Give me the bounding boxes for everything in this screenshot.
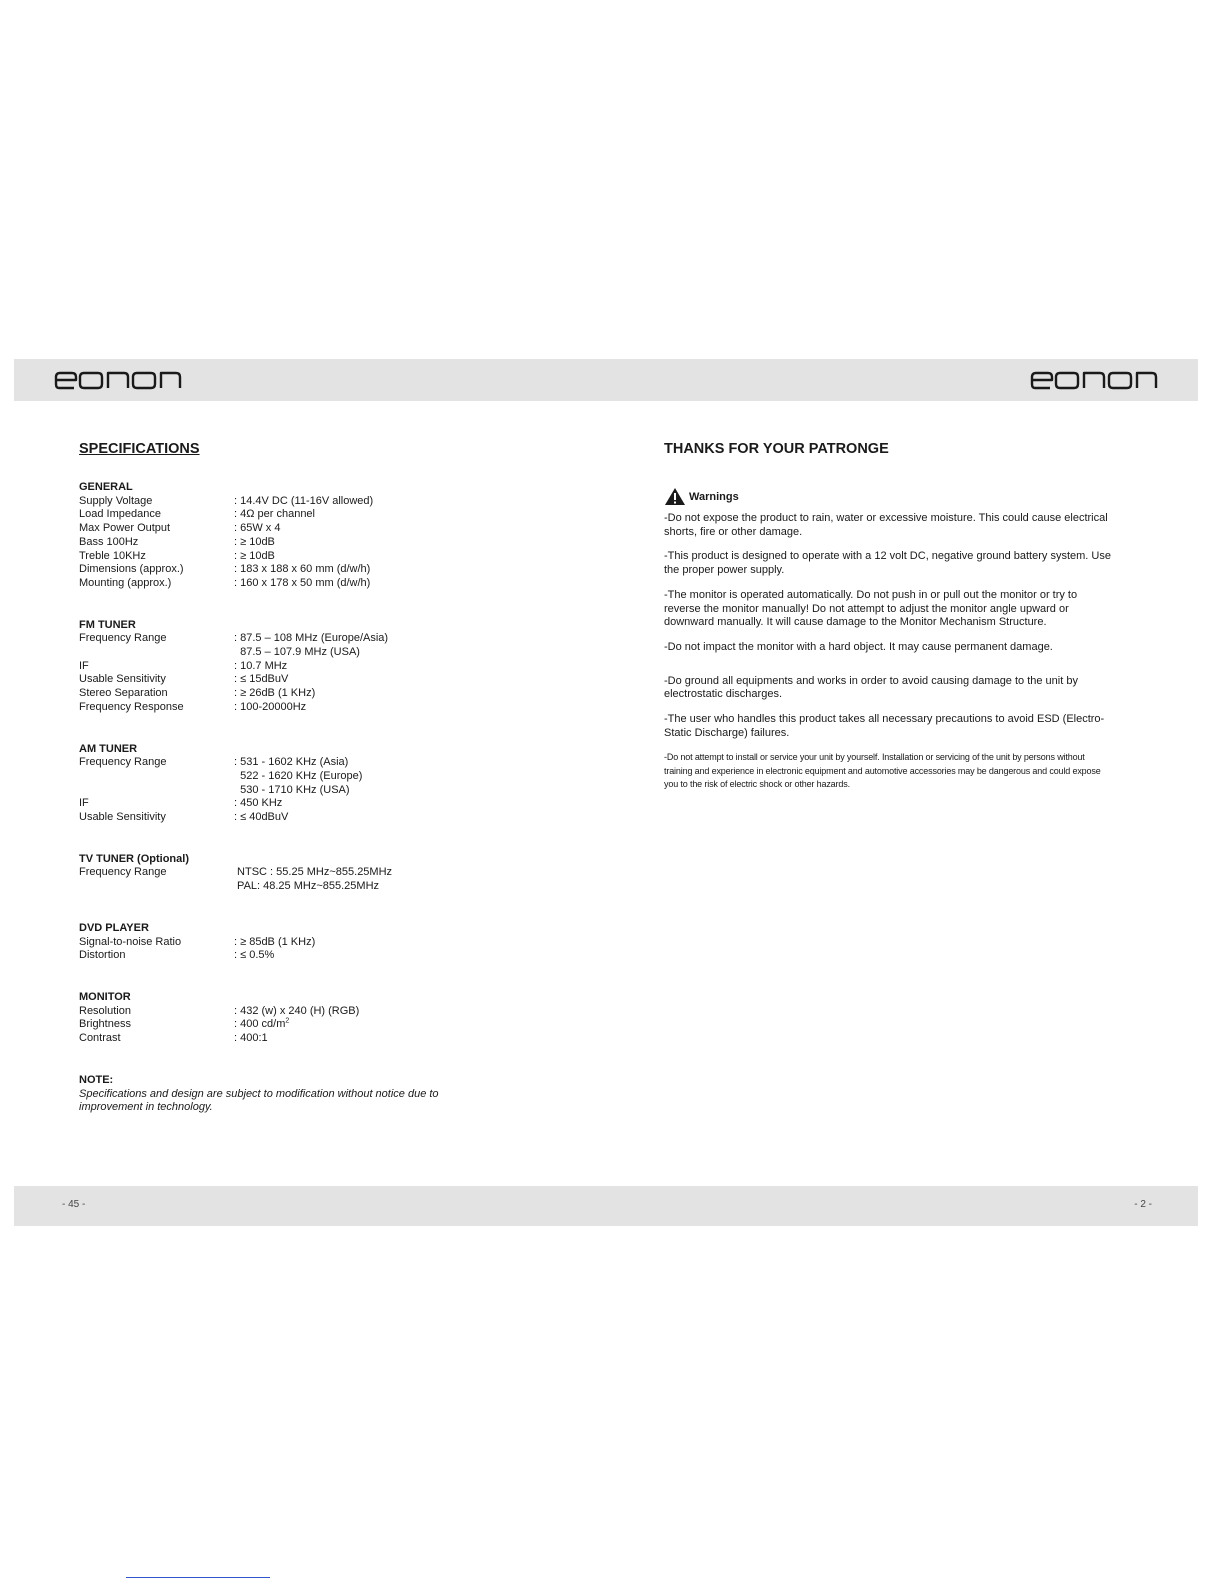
spec-label: IF bbox=[79, 659, 89, 672]
spec-row bbox=[79, 811, 549, 825]
spec-value-line: NTSC : 55.25 MHz~855.25MHz bbox=[234, 866, 393, 879]
spec-value: : ≤ 40dBuV bbox=[234, 811, 289, 824]
spec-label: Frequency Range bbox=[79, 756, 167, 769]
header-band bbox=[14, 359, 1198, 401]
spec-value: : 450 KHz bbox=[234, 797, 283, 810]
spec-row bbox=[79, 550, 549, 564]
spec-label: Usable Sensitivity bbox=[79, 673, 166, 686]
dvd-player-heading: DVD PLAYER bbox=[79, 921, 149, 934]
spec-label: Signal-to-noise Ratio bbox=[79, 935, 182, 948]
spec-row bbox=[79, 563, 549, 577]
spec-value: : 183 x 188 x 60 mm (d/w/h) bbox=[234, 563, 371, 576]
warnings-page bbox=[664, 439, 1114, 801]
spec-label: Supply Voltage bbox=[79, 494, 153, 507]
spec-label: Distortion bbox=[79, 949, 126, 962]
thanks-title: THANKS FOR YOUR PATRONGE bbox=[664, 441, 889, 457]
spec-row bbox=[79, 687, 549, 701]
spec-value-line: : 87.5 – 108 MHz (Europe/Asia) bbox=[234, 632, 389, 645]
spec-value: : 100-20000Hz bbox=[234, 700, 307, 713]
spec-value-line: 87.5 – 107.9 MHz (USA) bbox=[234, 646, 360, 659]
warning-paragraph: -Do not expose the product to rain, water or excessive moisture. This could cause electrical shorts, fire or other damage. bbox=[664, 512, 1108, 538]
spec-label: Stereo Separation bbox=[79, 687, 168, 700]
spec-value: : ≥ 10dB bbox=[234, 549, 275, 562]
monitor-heading: MONITOR bbox=[79, 990, 131, 1003]
eonon-logo-left bbox=[54, 369, 182, 391]
page-number-left: - 45 - bbox=[62, 1199, 86, 1210]
general-heading: GENERAL bbox=[79, 481, 133, 493]
am-tuner-section bbox=[79, 743, 549, 825]
spec-value: : ≤ 15dBuV bbox=[234, 673, 289, 686]
tv-tuner-section bbox=[79, 853, 549, 894]
spec-value: : 14.4V DC (11-16V allowed) bbox=[234, 494, 374, 507]
spec-value-multiline bbox=[234, 866, 549, 893]
spec-label: Resolution bbox=[79, 1004, 131, 1017]
spec-row bbox=[79, 1018, 549, 1032]
spec-value: : ≥ 85dB (1 KHz) bbox=[234, 935, 316, 948]
spec-value: : 400:1 bbox=[234, 1032, 268, 1045]
spec-label: Contrast bbox=[79, 1032, 121, 1045]
spec-value-line: 522 - 1620 KHz (Europe) bbox=[234, 769, 363, 782]
spec-value: : 4Ω per channel bbox=[234, 508, 315, 521]
spec-row bbox=[79, 936, 549, 950]
warning-paragraph: -Do ground all equipments and works in order to avoid causing damage to the unit by electrostatic discharges. bbox=[664, 674, 1078, 701]
spec-value: : 10.7 MHz bbox=[234, 659, 288, 672]
spec-value: : 65W x 4 bbox=[234, 522, 281, 535]
spec-label: IF bbox=[79, 797, 89, 810]
general-section bbox=[79, 481, 549, 591]
spec-value: : 160 x 178 x 50 mm (d/w/h) bbox=[234, 576, 371, 589]
warning-paragraph: -The monitor is operated automatically. Do not push in or pull out the monitor or try to reverse the monitor manually! Do not attempt to adjust the monitor angle upward or downward manually. It will cause damage to the Monitor Mechanism Structure. bbox=[664, 588, 1078, 629]
spec-row bbox=[79, 797, 549, 811]
spec-value: : ≥ 26dB (1 KHz) bbox=[234, 687, 316, 700]
monitor-section bbox=[79, 991, 549, 1046]
spec-row bbox=[79, 577, 549, 591]
spec-label: Dimensions (approx.) bbox=[79, 563, 184, 576]
spec-row bbox=[79, 701, 549, 715]
eonon-logo-right bbox=[1030, 369, 1158, 391]
spec-label: Treble 10KHz bbox=[79, 549, 146, 562]
spec-row bbox=[79, 522, 549, 536]
spec-value-line: 530 - 1710 KHz (USA) bbox=[234, 783, 350, 796]
spec-row bbox=[79, 495, 549, 509]
spec-value: : 400 cd/m bbox=[234, 1018, 286, 1031]
spec-label: Brightness bbox=[79, 1018, 131, 1031]
warning-paragraph: -Do not impact the monitor with a hard object. It may cause permanent damage. bbox=[664, 640, 1053, 653]
spec-row bbox=[79, 660, 549, 674]
spec-value-multiline bbox=[234, 632, 549, 659]
warnings-heading: Warnings bbox=[689, 490, 739, 503]
spec-value-line: PAL: 48.25 MHz~855.25MHz bbox=[234, 880, 380, 893]
spec-row bbox=[79, 1005, 549, 1019]
eonon-logo-right-graphic bbox=[1030, 369, 1158, 391]
superscript: 2 bbox=[285, 1017, 290, 1025]
spec-label: Load Impedance bbox=[79, 508, 161, 521]
spec-row bbox=[79, 673, 549, 687]
fm-tuner-section bbox=[79, 619, 549, 715]
spec-value-multiline bbox=[234, 756, 549, 797]
spec-label: Bass 100Hz bbox=[79, 535, 139, 548]
spec-label: Mounting (approx.) bbox=[79, 576, 172, 589]
spec-row bbox=[79, 1032, 549, 1046]
spec-value-brightness bbox=[234, 1018, 549, 1032]
footer-band bbox=[14, 1186, 1198, 1226]
spec-row bbox=[79, 536, 549, 550]
spec-row bbox=[79, 949, 549, 963]
warnings-heading-row bbox=[664, 487, 1114, 506]
spec-label: Frequency Range bbox=[79, 632, 167, 645]
specifications-page bbox=[79, 439, 549, 1115]
page-number-right: - 2 - bbox=[1134, 1199, 1152, 1210]
tv-tuner-heading: TV TUNER (Optional) bbox=[79, 852, 189, 865]
specifications-title: SPECIFICATIONS bbox=[79, 441, 200, 457]
spec-label: Frequency Range bbox=[79, 866, 167, 879]
spec-row bbox=[79, 866, 549, 893]
spec-label: Usable Sensitivity bbox=[79, 811, 166, 824]
spec-row bbox=[79, 632, 549, 659]
warning-paragraph: -Do not attempt to install or service your unit by yourself. Installation or servicing of the unit by persons without training and experience in electronic equipment and automotive accessories may be dangerous and could expose you to the risk of electric shock or other hazards. bbox=[664, 752, 1101, 790]
spec-value: : 432 (w) x 240 (H) (RGB) bbox=[234, 1004, 360, 1017]
warning-paragraph: -This product is designed to operate with a 12 volt DC, negative ground battery system. Use the proper power supply. bbox=[664, 550, 1111, 577]
note-heading: NOTE: bbox=[79, 1073, 114, 1086]
spec-value-line: : 531 - 1602 KHz (Asia) bbox=[234, 756, 349, 769]
spec-row bbox=[79, 756, 549, 797]
warning-paragraph: -The user who handles this product takes all necessary precautions to avoid ESD (Electro-Static Discharge) failures. bbox=[664, 713, 1105, 739]
am-tuner-heading: AM TUNER bbox=[79, 742, 138, 755]
spec-label: Frequency Response bbox=[79, 700, 184, 713]
fm-tuner-heading: FM TUNER bbox=[79, 618, 136, 631]
dvd-player-section bbox=[79, 922, 549, 963]
note-text: Specifications and design are subject to modification without notice due to improvement in technology. bbox=[79, 1087, 439, 1114]
spec-value: : ≥ 10dB bbox=[234, 535, 275, 548]
spec-value: : ≤ 0.5% bbox=[234, 949, 275, 962]
link-underline[interactable] bbox=[126, 1577, 270, 1578]
eonon-logo-left-graphic bbox=[54, 369, 182, 391]
warning-triangle-icon bbox=[664, 487, 686, 506]
spec-row bbox=[79, 508, 549, 522]
spec-label: Max Power Output bbox=[79, 522, 171, 535]
